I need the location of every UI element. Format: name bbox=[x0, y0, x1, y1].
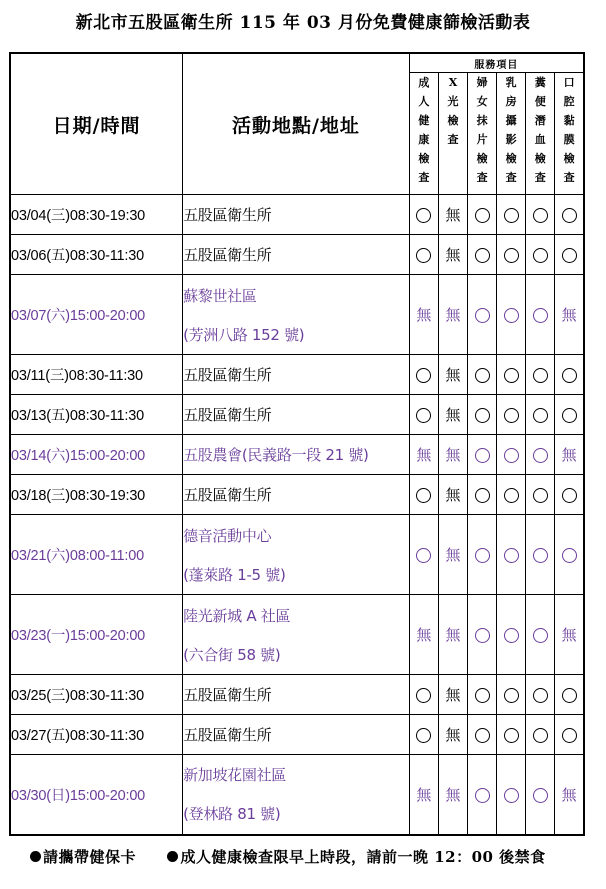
available-circle-icon bbox=[475, 488, 490, 503]
services-group-header: 服務項目 bbox=[409, 53, 584, 73]
available-circle-icon bbox=[533, 788, 548, 803]
available-circle-icon bbox=[504, 368, 519, 383]
service-cell-adult-checkup bbox=[409, 395, 438, 435]
table-row bbox=[10, 595, 584, 675]
location-name: 五股區衛生所 bbox=[183, 246, 272, 264]
available-circle-icon bbox=[504, 488, 519, 503]
page-title: 新北市五股區衛生所 115 年 03 月份免費健康篩檢活動表 bbox=[75, 13, 531, 33]
available-circle-icon bbox=[533, 368, 548, 383]
service-header-char: 檢 bbox=[505, 152, 517, 165]
service-cell-pap-smear bbox=[468, 235, 497, 275]
available-circle-icon bbox=[533, 628, 548, 643]
location-name: 五股區衛生所 bbox=[183, 686, 272, 704]
available-circle-icon bbox=[533, 408, 548, 423]
service-header-char: 查 bbox=[505, 171, 517, 184]
location-cell bbox=[183, 595, 410, 675]
service-cell-fecal-occult-blood bbox=[526, 595, 555, 675]
service-cell-pap-smear bbox=[468, 355, 497, 395]
location-address: (芳洲八路 152 號) bbox=[183, 325, 305, 344]
table-row bbox=[10, 275, 584, 355]
location-cell bbox=[183, 435, 410, 475]
location-name: 五股區衛生所 bbox=[183, 406, 272, 424]
service-header-char: 乳 bbox=[505, 76, 517, 89]
location-name: 五股農會(民義路一段 21 號) bbox=[183, 446, 369, 464]
service-header-oral-mucosa bbox=[555, 73, 584, 195]
table-row bbox=[10, 715, 584, 755]
service-header-adult-checkup bbox=[409, 73, 438, 195]
service-cell-pap-smear bbox=[468, 435, 497, 475]
not-available-label: 無 bbox=[445, 486, 461, 504]
available-circle-icon bbox=[533, 308, 548, 323]
service-cell-oral-mucosa bbox=[555, 275, 584, 355]
service-cell-pap-smear bbox=[468, 515, 497, 595]
service-cell-pap-smear bbox=[468, 475, 497, 515]
service-cell-pap-smear bbox=[468, 675, 497, 715]
service-cell-xray bbox=[438, 715, 467, 755]
service-cell-fecal-occult-blood bbox=[526, 715, 555, 755]
service-header-fecal-occult-blood bbox=[526, 73, 555, 195]
not-available-label: 無 bbox=[445, 306, 461, 324]
date-time-cell: 03/21(六)08:00-11:00 bbox=[10, 515, 183, 595]
date-time-cell: 03/06(五)08:30-11:30 bbox=[10, 235, 183, 275]
available-circle-icon bbox=[416, 488, 431, 503]
service-header-char: 攝 bbox=[505, 114, 517, 127]
service-cell-fecal-occult-blood bbox=[526, 355, 555, 395]
date-time-cell: 03/25(三)08:30-11:30 bbox=[10, 675, 183, 715]
service-header-char: 黏 bbox=[563, 114, 575, 127]
available-circle-icon bbox=[562, 208, 577, 223]
not-available-label: 無 bbox=[416, 446, 432, 464]
location-header: 活動地點/地址 bbox=[183, 53, 410, 195]
service-header-xray bbox=[438, 73, 467, 195]
available-circle-icon bbox=[504, 788, 519, 803]
service-header-char: 影 bbox=[505, 133, 517, 146]
service-header-char: 膜 bbox=[563, 133, 575, 146]
service-cell-xray bbox=[438, 235, 467, 275]
service-header-char: 腔 bbox=[563, 95, 575, 108]
not-available-label: 無 bbox=[561, 785, 577, 804]
service-cell-adult-checkup bbox=[409, 715, 438, 755]
service-header-char: 查 bbox=[476, 171, 488, 184]
location-cell bbox=[183, 355, 410, 395]
location-address: (蓬萊路 1-5 號) bbox=[183, 565, 286, 584]
location-name: 新加坡花園社區 bbox=[183, 766, 286, 785]
location-cell bbox=[183, 675, 410, 715]
available-circle-icon bbox=[504, 408, 519, 423]
service-cell-oral-mucosa bbox=[555, 435, 584, 475]
service-cell-xray bbox=[438, 755, 467, 835]
service-cell-pap-smear bbox=[468, 395, 497, 435]
screening-schedule-table bbox=[9, 52, 585, 836]
footer-note-insurance-card: 請攜帶健保卡 bbox=[43, 848, 137, 866]
not-available-label: 無 bbox=[445, 785, 461, 804]
date-time-cell: 03/07(六)15:00-20:00 bbox=[10, 275, 183, 355]
available-circle-icon bbox=[533, 728, 548, 743]
service-header-char: 檢 bbox=[476, 152, 488, 165]
footer-note-fasting: 成人健康檢查限早上時段，請前一晚 12：00 後禁食 bbox=[180, 848, 546, 866]
not-available-label: 無 bbox=[445, 246, 461, 264]
available-circle-icon bbox=[416, 548, 431, 563]
service-cell-mammography bbox=[497, 235, 526, 275]
not-available-label: 無 bbox=[445, 686, 461, 704]
available-circle-icon bbox=[475, 308, 490, 323]
not-available-label: 無 bbox=[445, 726, 461, 744]
service-cell-oral-mucosa bbox=[555, 475, 584, 515]
service-cell-xray bbox=[438, 515, 467, 595]
service-cell-pap-smear bbox=[468, 195, 497, 235]
table-row bbox=[10, 355, 584, 395]
service-header-char: 便 bbox=[534, 95, 546, 108]
table-row bbox=[10, 395, 584, 435]
service-header-char: 光 bbox=[447, 95, 459, 108]
available-circle-icon bbox=[416, 728, 431, 743]
service-cell-mammography bbox=[497, 195, 526, 235]
not-available-label: 無 bbox=[416, 306, 432, 324]
available-circle-icon bbox=[562, 688, 577, 703]
available-circle-icon bbox=[504, 728, 519, 743]
service-cell-oral-mucosa bbox=[555, 755, 584, 835]
service-header-char: 查 bbox=[563, 171, 575, 184]
service-header-mammography bbox=[497, 73, 526, 195]
location-cell bbox=[183, 275, 410, 355]
service-header-char: 檢 bbox=[447, 114, 459, 127]
available-circle-icon bbox=[533, 688, 548, 703]
location-name: 德音活動中心 bbox=[183, 526, 272, 545]
service-header-char: 成 bbox=[418, 76, 430, 89]
service-header-char: 片 bbox=[476, 133, 488, 146]
location-name: 五股區衛生所 bbox=[183, 366, 272, 384]
date-time-cell: 03/30(日)15:00-20:00 bbox=[10, 755, 183, 835]
location-cell bbox=[183, 195, 410, 235]
table-row bbox=[10, 675, 584, 715]
available-circle-icon bbox=[562, 408, 577, 423]
table-row bbox=[10, 755, 584, 835]
not-available-label: 無 bbox=[445, 446, 461, 464]
service-cell-pap-smear bbox=[468, 275, 497, 355]
location-name: 五股區衛生所 bbox=[183, 206, 272, 224]
available-circle-icon bbox=[562, 548, 577, 563]
location-cell bbox=[183, 475, 410, 515]
available-circle-icon bbox=[475, 448, 490, 463]
location-cell bbox=[183, 235, 410, 275]
service-header-char: 口 bbox=[563, 76, 575, 89]
service-header-char: 查 bbox=[447, 133, 459, 146]
not-available-label: 無 bbox=[416, 626, 432, 644]
table-row bbox=[10, 235, 584, 275]
service-cell-oral-mucosa bbox=[555, 395, 584, 435]
date-time-cell: 03/18(三)08:30-19:30 bbox=[10, 475, 183, 515]
service-cell-mammography bbox=[497, 715, 526, 755]
table-row bbox=[10, 515, 584, 595]
service-cell-adult-checkup bbox=[409, 235, 438, 275]
service-cell-adult-checkup bbox=[409, 195, 438, 235]
not-available-label: 無 bbox=[445, 206, 461, 224]
service-cell-fecal-occult-blood bbox=[526, 235, 555, 275]
available-circle-icon bbox=[475, 408, 490, 423]
service-header-char: X bbox=[448, 76, 458, 89]
not-available-label: 無 bbox=[561, 626, 577, 644]
service-cell-adult-checkup bbox=[409, 435, 438, 475]
location-name: 五股區衛生所 bbox=[183, 726, 272, 744]
service-cell-oral-mucosa bbox=[555, 515, 584, 595]
service-cell-adult-checkup bbox=[409, 595, 438, 675]
service-cell-oral-mucosa bbox=[555, 675, 584, 715]
service-header-char: 康 bbox=[418, 133, 430, 146]
service-cell-fecal-occult-blood bbox=[526, 275, 555, 355]
service-header-char: 查 bbox=[534, 171, 546, 184]
service-cell-oral-mucosa bbox=[555, 595, 584, 675]
date-time-cell: 03/14(六)15:00-20:00 bbox=[10, 435, 183, 475]
service-header-char: 婦 bbox=[476, 76, 488, 89]
service-cell-adult-checkup bbox=[409, 755, 438, 835]
service-cell-pap-smear bbox=[468, 755, 497, 835]
service-cell-mammography bbox=[497, 515, 526, 595]
bullet-icon bbox=[167, 851, 178, 862]
available-circle-icon bbox=[475, 728, 490, 743]
footer-notes bbox=[30, 846, 546, 867]
service-cell-oral-mucosa bbox=[555, 235, 584, 275]
location-cell bbox=[183, 395, 410, 435]
available-circle-icon bbox=[475, 548, 490, 563]
date-time-cell: 03/04(三)08:30-19:30 bbox=[10, 195, 183, 235]
service-header-char: 檢 bbox=[534, 152, 546, 165]
service-cell-adult-checkup bbox=[409, 515, 438, 595]
service-cell-oral-mucosa bbox=[555, 195, 584, 235]
available-circle-icon bbox=[504, 688, 519, 703]
available-circle-icon bbox=[562, 248, 577, 263]
service-cell-xray bbox=[438, 475, 467, 515]
service-cell-mammography bbox=[497, 435, 526, 475]
service-header-char: 房 bbox=[505, 95, 517, 108]
table-row bbox=[10, 435, 584, 475]
service-cell-fecal-occult-blood bbox=[526, 675, 555, 715]
not-available-label: 無 bbox=[561, 306, 577, 324]
available-circle-icon bbox=[475, 368, 490, 383]
service-header-char: 健 bbox=[418, 114, 430, 127]
service-header-char: 糞 bbox=[534, 76, 546, 89]
available-circle-icon bbox=[475, 788, 490, 803]
service-cell-mammography bbox=[497, 395, 526, 435]
available-circle-icon bbox=[475, 248, 490, 263]
service-cell-pap-smear bbox=[468, 715, 497, 755]
service-cell-mammography bbox=[497, 595, 526, 675]
service-header-char: 人 bbox=[418, 95, 430, 108]
date-time-cell: 03/11(三)08:30-11:30 bbox=[10, 355, 183, 395]
location-name: 蘇黎世社區 bbox=[183, 286, 257, 305]
available-circle-icon bbox=[504, 448, 519, 463]
available-circle-icon bbox=[416, 248, 431, 263]
available-circle-icon bbox=[416, 408, 431, 423]
service-cell-adult-checkup bbox=[409, 355, 438, 395]
service-cell-adult-checkup bbox=[409, 475, 438, 515]
available-circle-icon bbox=[504, 208, 519, 223]
date-time-cell: 03/23(一)15:00-20:00 bbox=[10, 595, 183, 675]
service-cell-oral-mucosa bbox=[555, 355, 584, 395]
service-cell-mammography bbox=[497, 355, 526, 395]
service-cell-mammography bbox=[497, 755, 526, 835]
date-time-cell: 03/13(五)08:30-11:30 bbox=[10, 395, 183, 435]
service-cell-mammography bbox=[497, 675, 526, 715]
service-cell-adult-checkup bbox=[409, 275, 438, 355]
available-circle-icon bbox=[533, 208, 548, 223]
location-address: (登林路 81 號) bbox=[183, 805, 281, 824]
available-circle-icon bbox=[533, 548, 548, 563]
available-circle-icon bbox=[562, 728, 577, 743]
service-cell-pap-smear bbox=[468, 595, 497, 675]
available-circle-icon bbox=[504, 548, 519, 563]
service-header-char: 血 bbox=[534, 133, 546, 146]
service-cell-xray bbox=[438, 355, 467, 395]
not-available-label: 無 bbox=[561, 446, 577, 464]
available-circle-icon bbox=[504, 308, 519, 323]
date-time-cell: 03/27(五)08:30-11:30 bbox=[10, 715, 183, 755]
table-row bbox=[10, 195, 584, 235]
service-cell-fecal-occult-blood bbox=[526, 195, 555, 235]
service-cell-mammography bbox=[497, 475, 526, 515]
service-header-char: 潛 bbox=[534, 114, 546, 127]
not-available-label: 無 bbox=[416, 785, 432, 804]
service-cell-xray bbox=[438, 195, 467, 235]
service-cell-xray bbox=[438, 595, 467, 675]
not-available-label: 無 bbox=[445, 406, 461, 424]
location-cell bbox=[183, 515, 410, 595]
available-circle-icon bbox=[416, 688, 431, 703]
location-name: 五股區衛生所 bbox=[183, 486, 272, 504]
service-cell-adult-checkup bbox=[409, 675, 438, 715]
table-row bbox=[10, 475, 584, 515]
service-cell-fecal-occult-blood bbox=[526, 395, 555, 435]
service-cell-fecal-occult-blood bbox=[526, 475, 555, 515]
service-cell-fecal-occult-blood bbox=[526, 515, 555, 595]
service-cell-fecal-occult-blood bbox=[526, 435, 555, 475]
not-available-label: 無 bbox=[445, 626, 461, 644]
service-header-char: 女 bbox=[476, 95, 488, 108]
service-cell-xray bbox=[438, 435, 467, 475]
available-circle-icon bbox=[416, 368, 431, 383]
location-name: 陸光新城 A 社區 bbox=[183, 606, 291, 625]
available-circle-icon bbox=[475, 688, 490, 703]
service-cell-xray bbox=[438, 395, 467, 435]
available-circle-icon bbox=[475, 628, 490, 643]
available-circle-icon bbox=[533, 248, 548, 263]
available-circle-icon bbox=[562, 488, 577, 503]
not-available-label: 無 bbox=[445, 546, 461, 564]
available-circle-icon bbox=[533, 448, 548, 463]
service-header-char: 查 bbox=[418, 171, 430, 184]
available-circle-icon bbox=[562, 368, 577, 383]
service-cell-xray bbox=[438, 675, 467, 715]
available-circle-icon bbox=[533, 488, 548, 503]
available-circle-icon bbox=[416, 208, 431, 223]
available-circle-icon bbox=[504, 248, 519, 263]
location-cell bbox=[183, 755, 410, 835]
available-circle-icon bbox=[475, 208, 490, 223]
service-cell-mammography bbox=[497, 275, 526, 355]
not-available-label: 無 bbox=[445, 366, 461, 384]
service-header-char: 檢 bbox=[563, 152, 575, 165]
service-cell-xray bbox=[438, 275, 467, 355]
service-header-char: 檢 bbox=[418, 152, 430, 165]
location-address: (六合街 58 號) bbox=[183, 645, 281, 664]
service-header-char: 抹 bbox=[476, 114, 488, 127]
available-circle-icon bbox=[504, 628, 519, 643]
date-time-header: 日期/時間 bbox=[10, 53, 183, 195]
bullet-icon bbox=[30, 851, 41, 862]
service-cell-oral-mucosa bbox=[555, 715, 584, 755]
location-cell bbox=[183, 715, 410, 755]
service-cell-fecal-occult-blood bbox=[526, 755, 555, 835]
service-header-pap-smear bbox=[468, 73, 497, 195]
